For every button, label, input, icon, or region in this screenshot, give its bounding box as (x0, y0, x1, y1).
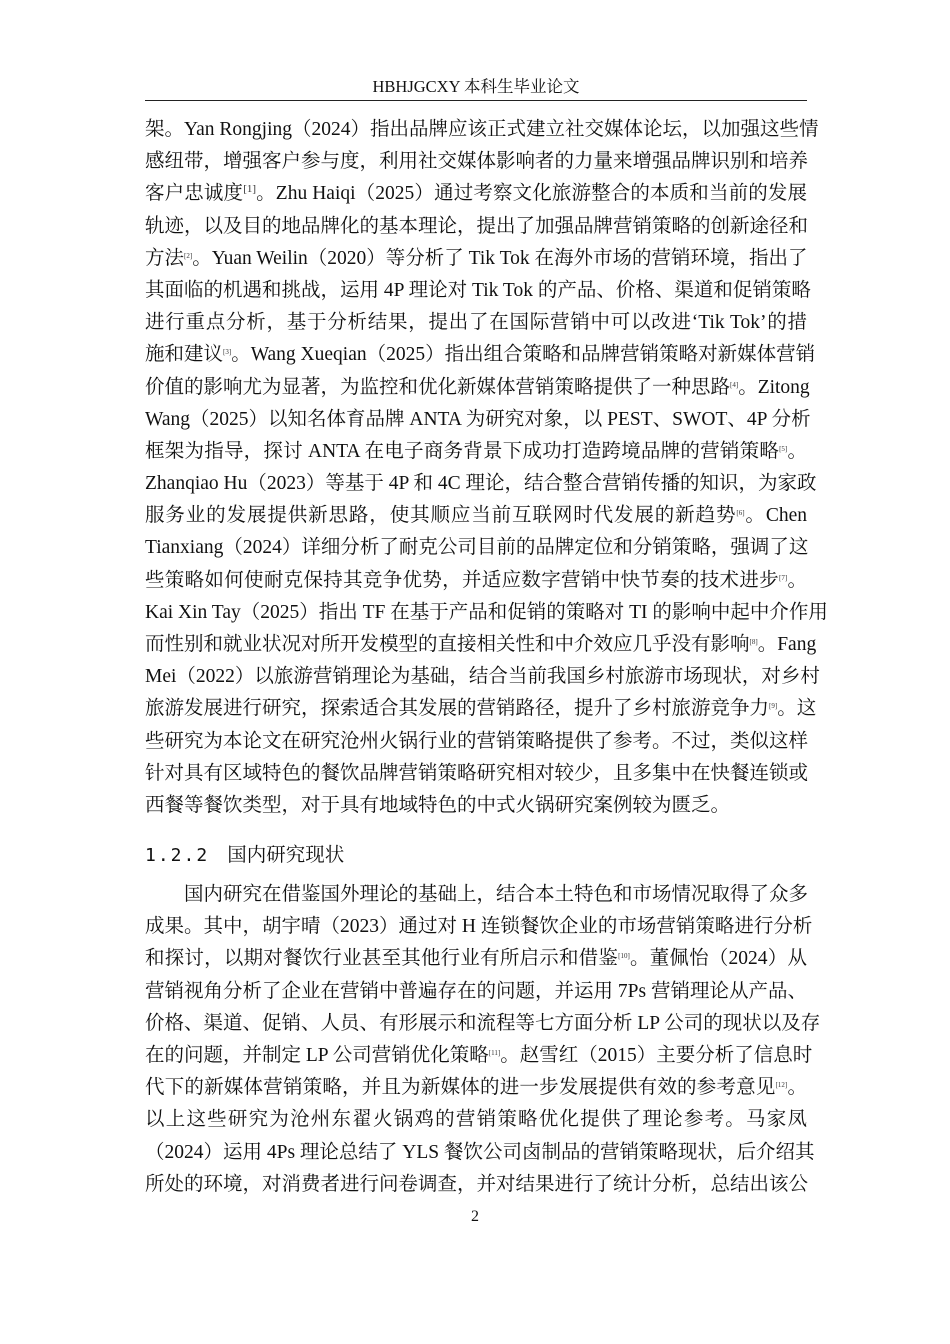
text-line (145, 372, 810, 404)
text-line (145, 146, 807, 178)
paragraph-domestic-research (145, 879, 821, 1201)
text-line (145, 1104, 807, 1136)
text-line (145, 404, 811, 436)
header-divider (145, 100, 807, 101)
text-segment: 施和建议 (145, 344, 224, 366)
text-segment: 成果。其中，胡宇晴（2023）通过对 H 连锁餐饮企业的市场营销策略进行分析 (145, 916, 813, 938)
text-line (145, 178, 807, 210)
section-number: 1.2.2 (145, 845, 210, 866)
text-segment: 国内研究在借鉴国外理论的基础上，结合本土特色和市场情况取得了众多 (184, 884, 809, 905)
citation-marker[interactable]: [9] (769, 702, 778, 711)
text-line (145, 565, 807, 597)
text-segment: 感纽带，增强客户参与度，利用社交媒体影响者的力量来增强品牌识别和培养 (145, 151, 809, 173)
text-segment: Wang（2025）以知名体育品牌 ANTA 为研究对象，以 PEST、SWOT、4P 分析 (145, 408, 811, 430)
text-segment: 。Yuan Weilin（2020）等分析了 Tik Tok 在海外市场的营销环境，指出了 (192, 247, 808, 269)
text-segment: 而性别和就业状况对所开发模型的直接相关性和中介效应几乎没有影响 (145, 634, 750, 655)
text-segment: 其面临的机遇和挑战，运用 4P 理论对 Tik Tok 的产品、价格、渠道和促销策略 (145, 279, 811, 301)
text-segment: 客户忠诚度 (145, 183, 244, 205)
text-line (145, 597, 828, 629)
citation-marker[interactable]: [2] (184, 251, 193, 260)
text-segment: 价格、渠道、促销、人员、有形展示和流程等七方面分析 LP 公司的现状以及存 (145, 1012, 821, 1034)
text-segment: 。Zitong (738, 376, 810, 398)
text-line (145, 790, 807, 822)
text-line (145, 339, 816, 371)
text-segment: 。 (787, 569, 807, 591)
text-segment: 服务业的发展提供新思路，使其顺应当前互联网时代发展的新趋势 (145, 505, 737, 527)
page-number: 2 (471, 1208, 479, 1225)
text-segment: 架。Yan Rongjing（2024）指出品牌应该正式建立社交媒体论坛，以加强这些情 (145, 119, 819, 140)
page-header: HBHJGCXY 本科生毕业论文 (372, 77, 580, 96)
text-line (145, 307, 807, 339)
citation-marker[interactable]: [6] (736, 509, 745, 518)
citation-marker[interactable]: [10] (618, 952, 630, 961)
text-segment: 西餐等餐饮类型，对于具有地域特色的中式火锅研究案例较为匮乏。 (145, 794, 731, 816)
citation-marker[interactable]: [4] (730, 380, 739, 389)
text-line (145, 726, 807, 758)
text-segment: 进行重点分析，基于分析结果，提出了在国际营销中可以改进‘Tik Tok’的措 (145, 312, 807, 334)
text-line (145, 243, 807, 275)
text-line (145, 468, 817, 500)
text-line (145, 911, 813, 943)
text-segment: 代下的新媒体营销策略，并且为新媒体的进一步发展提供有效的参考意见 (145, 1077, 776, 1099)
text-segment: 轨迹，以及目的地品牌化的基本理论，提出了加强品牌营销策略的创新途径和 (145, 215, 809, 237)
text-segment: Zhanqiao Hu（2023）等基于 4P 和 4C 理论，结合整合营销传播的知识，为家政 (145, 473, 817, 495)
text-segment: 框架为指导，探讨 ANTA 在电子商务背景下成功打造跨境品牌的营销策略 (145, 440, 780, 462)
text-segment: 针对具有区域特色的餐饮品牌营销策略研究相对较少，且多集中在快餐连锁或 (145, 762, 809, 784)
text-segment: Kai Xin Tay（2025）指出 TF 在基于产品和促销的策略对 TI 的影响中起中介作用 (145, 601, 828, 623)
text-line (145, 275, 811, 307)
text-line (145, 1169, 807, 1201)
text-segment: 。Zhu Haiqi（2025）通过考察文化旅游整合的本质和当前的发展 (256, 183, 807, 205)
text-line (145, 1008, 821, 1040)
citation-marker[interactable]: [5] (779, 444, 788, 453)
text-segment: （2024）运用 4Ps 理论总结了 YLS 餐饮公司卤制品的营销策略现状，后介绍其 (145, 1141, 815, 1163)
text-segment: 。Fang (757, 634, 817, 655)
citation-marker[interactable]: [8] (749, 638, 758, 646)
text-line (145, 211, 807, 243)
text-line (145, 1072, 807, 1104)
citation-marker[interactable]: [7] (779, 573, 788, 582)
text-line (145, 532, 807, 564)
text-segment: 。 (787, 1077, 807, 1099)
text-segment: 。Chen (744, 505, 807, 527)
text-segment: 旅游发展进行研究，探索适合其发展的营销路径，提升了乡村旅游竞争力 (145, 698, 770, 720)
text-segment: 。董佩怡（2024）从 (629, 948, 807, 970)
text-line (145, 629, 817, 661)
text-line (145, 1040, 813, 1072)
text-line (145, 693, 817, 725)
text-segment: 方法 (145, 247, 185, 269)
text-line (145, 879, 807, 911)
text-line (145, 661, 820, 693)
text-segment: 。Wang Xueqian（2025）指出组合策略和品牌营销策略对新媒体营销 (231, 344, 816, 366)
text-segment: 在的问题，并制定 LP 公司营销优化策略 (145, 1044, 489, 1066)
text-line (145, 758, 807, 790)
text-segment: 和探讨，以期对餐饮行业甚至其他行业有所启示和借鉴 (145, 948, 619, 970)
text-line (145, 943, 807, 975)
citation-marker[interactable]: [3] (223, 348, 232, 357)
text-line (145, 500, 807, 532)
citation-marker[interactable]: [11] (488, 1048, 501, 1057)
citation-marker[interactable]: [1] (243, 183, 257, 196)
text-segment: 所处的环境，对消费者进行问卷调查，并对结果进行了统计分析，总结出该公 (145, 1173, 809, 1195)
citation-marker[interactable]: [12] (775, 1081, 788, 1090)
text-segment: 。这 (777, 698, 817, 720)
text-segment: 以上这些研究为沧州东翟火锅鸡的营销策略优化提供了理论参考。马家凤 (145, 1109, 807, 1131)
section-heading (145, 840, 344, 871)
text-segment: Mei（2022）以旅游营销理论为基础，结合当前我国乡村旅游市场现状，对乡村 (145, 666, 820, 688)
text-segment: Tianxiang（2024）详细分析了耐克公司目前的品牌定位和分销策略，强调了这 (145, 537, 809, 559)
text-line (145, 976, 807, 1008)
text-segment: 些研究为本论文在研究沧州火锅行业的营销策略提供了参考。不过，类似这样 (145, 730, 809, 752)
text-segment: 营销视角分析了企业在营销中普遍存在的问题，并运用 7Ps 营销理论从产品、 (145, 980, 807, 1002)
section-title: 国内研究现状 (227, 843, 345, 866)
text-segment: 。 (787, 440, 807, 462)
text-segment: 价值的影响尤为显著，为监控和优化新媒体营销策略提供了一种思路 (145, 376, 731, 398)
text-line (145, 1137, 815, 1169)
text-line (145, 114, 819, 146)
text-segment: 。赵雪红（2015）主要分析了信息时 (500, 1044, 813, 1066)
text-segment: 些策略如何使耐克保持其竞争优势，并适应数字营销中快节奏的技术进步 (145, 569, 779, 591)
paragraph-foreign-research (145, 114, 828, 822)
text-line (145, 436, 807, 468)
